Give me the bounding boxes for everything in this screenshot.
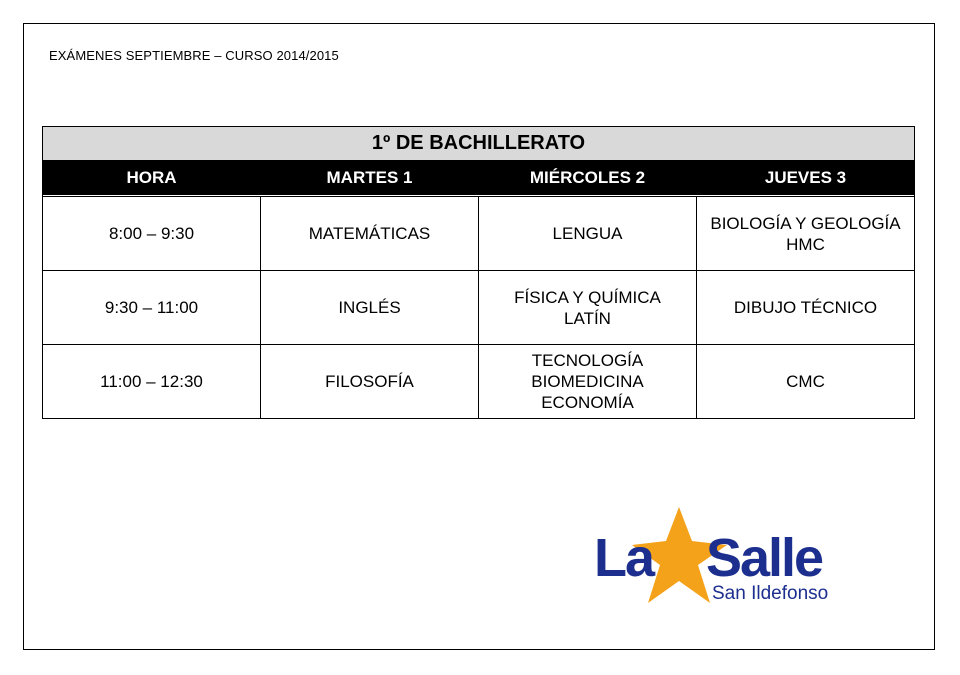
column-header-martes: MARTES 1 [261,161,479,195]
table-title-row [43,127,915,161]
exam-cell [697,345,915,419]
la-salle-logo [592,505,842,610]
exam-cell [697,271,915,345]
table-row [43,271,915,345]
exam-subject: MATEMÁTICAS [308,224,431,243]
logo-subtitle: San Ildefonso [712,583,829,604]
exam-cell [697,197,915,271]
logo-word-right: Salle [706,528,823,588]
exam-subject: INGLÉS [338,298,401,317]
exam-cell [479,345,697,419]
column-header-miercoles: MIÉRCOLES 2 [479,161,697,195]
exam-cell [261,345,479,419]
exam-subject: TECNOLOGÍA [531,351,644,370]
exam-schedule-table [42,126,915,419]
exam-subject: ECONOMÍA [541,393,634,412]
logo-word-left: La [594,528,654,588]
time-slot: 11:00 – 12:30 [43,345,261,419]
exam-subject: BIOMEDICINA [531,372,644,391]
exam-cell [261,197,479,271]
exam-subject: LATÍN [564,308,611,328]
table-header-row [43,161,915,195]
table-row [43,197,915,271]
time-slot: 8:00 – 9:30 [43,197,261,271]
exam-subject: LENGUA [552,224,623,243]
exam-subject: FILOSOFÍA [325,372,414,391]
table-title: 1º DE BACHILLERATO [43,127,915,161]
document-header: EXÁMENES SEPTIEMBRE – CURSO 2014/2015 [49,48,339,63]
exam-cell [479,197,697,271]
exam-cell [479,271,697,345]
table-row [43,345,915,419]
exam-subject: FÍSICA Y QUÍMICA [514,287,661,307]
exam-cell [261,271,479,345]
exam-subject: DIBUJO TÉCNICO [733,298,878,317]
time-slot: 9:30 – 11:00 [43,271,261,345]
exam-subject: HMC [786,234,825,254]
exam-subject: CMC [786,372,825,391]
column-header-jueves: JUEVES 3 [697,161,915,195]
column-header-hora: HORA [43,161,261,195]
exam-subject: BIOLOGÍA Y GEOLOGÍA [710,213,901,233]
